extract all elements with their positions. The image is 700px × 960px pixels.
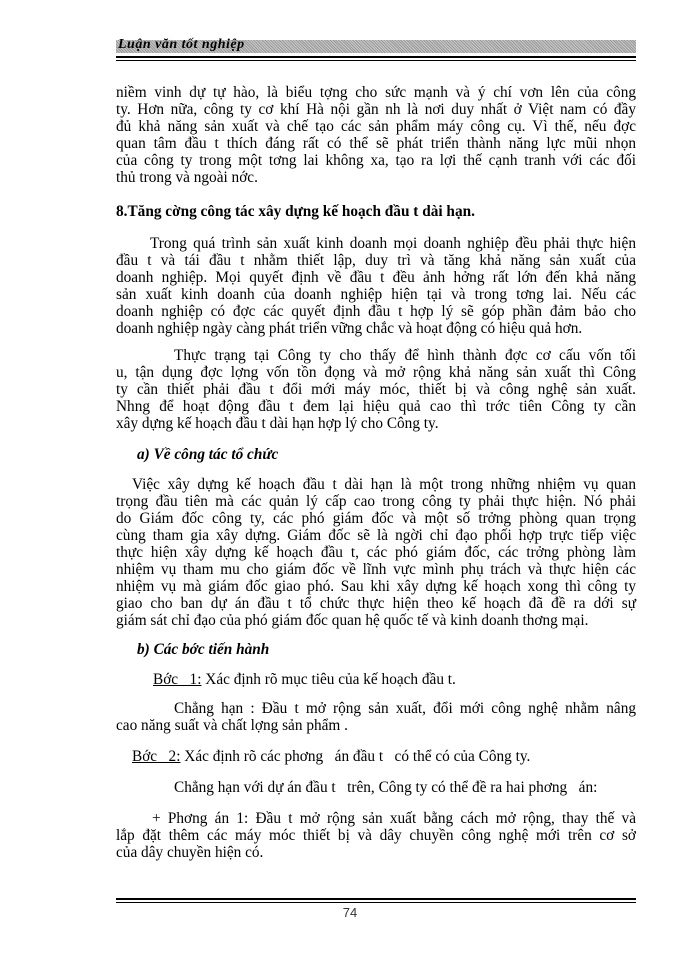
text-line: + Phơng án 1: Đầu t mở rộng sản xuất bằng cách mở rộng, thay thế và xyxy=(152,810,636,827)
text-line: của công ty trong một tơng lai không xa, tạo ra lợi thế cạnh tranh với các đối xyxy=(116,152,636,169)
running-header xyxy=(116,37,636,53)
step-2-label: Bớc 2: xyxy=(132,748,181,765)
text-line: lắp đặt thêm các máy móc thiết bị và dây chuyền công nghệ mới trên cơ sở xyxy=(116,827,636,844)
paragraph xyxy=(116,476,636,629)
text-line: u, tận dụng đợc lợng vốn tồn đọng và mở rộng khả năng sản xuất thì Công xyxy=(116,364,636,381)
text-line: sản xuất kinh doanh của doanh nghiệp hiện tại và trong tơng lai. Nếu các xyxy=(116,286,636,303)
text-line: do Giám đốc công ty, các phó giám đốc và một số trởng phòng quan trọng xyxy=(116,510,636,527)
paragraph xyxy=(116,700,636,734)
paragraph xyxy=(116,84,636,186)
footer-rule xyxy=(116,898,636,900)
text-line: đủ khả năng sản xuất và chế tạo các sản phẩm máy công cụ. Vì thế, nếu đợc xyxy=(116,118,636,135)
text-line: của dây chuyền hiện có. xyxy=(116,844,264,861)
step-2-text: Xác định rõ các phơng án đầu t có thể có của Công ty. xyxy=(180,748,531,765)
text-line: thủ trong và ngoài nớc. xyxy=(116,169,258,186)
header-rule-thin xyxy=(116,60,636,61)
subheading-a: a) Về công tác tổ chức xyxy=(137,446,279,463)
page-number: 74 xyxy=(342,905,358,920)
step-2 xyxy=(132,748,530,766)
text-line: Việc xây dựng kế hoạch đầu t dài hạn là một trong những nhiệm vụ quan xyxy=(132,476,636,493)
text-line: Nhng để hoạt động đầu t đem lại hiệu quả cao thì trớc tiên Công ty cần xyxy=(116,398,636,415)
text-line: đầu t và tái đầu t nhằm thiết lập, duy trì và tăng khả năng sản xuất của xyxy=(116,252,636,269)
text-line: doanh nghiệp ngày càng phát triển vững chắc và hoạt động có hiệu quả hơn. xyxy=(116,320,583,337)
text-line: giám sát chỉ đạo của phó giám đốc quan hệ quốc tế và kinh doanh thơng mại. xyxy=(116,612,589,629)
text-line: ty. Hơn nữa, công ty cơ khí Hà nội gần nh là nơi duy nhất ở Việt nam có đầy xyxy=(116,101,636,118)
paragraph xyxy=(116,810,636,861)
step-1-label: Bớc 1: xyxy=(153,671,202,688)
text-line: doanh nghiệp. Mọi quyết định về đầu t đều ảnh hởng rất lớn đến khả năng xyxy=(116,269,636,286)
header-rule xyxy=(116,56,636,58)
example-text: Chẳng hạn với dự án đầu t trên, Công ty có thể đề ra hai phơng án: xyxy=(174,779,598,796)
text-line: Thực trạng tại Công ty cho thấy để hình thành đợc cơ cấu vốn tối xyxy=(174,347,636,364)
text-line: Trong quá trình sản xuất kinh doanh mọi doanh nghiệp đều phải thực hiện xyxy=(150,235,636,252)
paragraph xyxy=(116,235,636,337)
header-title: Luận văn tốt nghiệp xyxy=(118,37,245,52)
text-line: thực hiện xây dựng kế hoạch đầu t, các phó giám đốc, các trởng phòng làm xyxy=(116,544,636,561)
text-line: niềm vinh dự tự hào, là biểu tợng cho sức mạnh và ý chí vơn lên của công xyxy=(116,84,636,101)
text-line: Chẳng hạn : Đầu t mở rộng sản xuất, đổi mới công nghệ nhằm nâng xyxy=(174,700,636,717)
text-line: cao năng suất và chất lợng sản phẩm . xyxy=(116,717,348,734)
text-line: giao cho ban dự án đầu t tổ chức thực hiện theo kế hoạch đã đề ra dới sự xyxy=(116,595,636,612)
text-line: ty cần thiết phải đầu t đổi mới máy móc, thiết bị và công nghệ sản xuất. xyxy=(116,381,636,398)
section-heading: 8.Tăng cờng công tác xây dựng kế hoạch đầu t dài hạn. xyxy=(116,203,475,220)
text-line: xây dựng kế hoạch đầu t dài hạn hợp lý cho Công ty. xyxy=(116,415,439,432)
subheading-b: b) Các bớc tiến hành xyxy=(137,641,270,658)
text-line: cùng tham gia xây dựng. Giám đốc sẽ là ngời chỉ đạo phối hợp trực tiếp việc xyxy=(116,527,636,544)
text-line: nhiệm vụ mà giám đốc giao phó. Sau khi xây dựng kế hoạch xong thì công ty xyxy=(116,578,636,595)
footer-rule-thin xyxy=(116,902,636,903)
text-line: doanh nghiệp có đợc các quyết định đầu t hợp lý sẽ góp phần đảm bảo cho xyxy=(116,303,636,320)
step-1 xyxy=(153,671,456,689)
paragraph xyxy=(116,347,636,432)
step-1-text: Xác định rõ mục tiêu của kế hoạch đầu t. xyxy=(201,671,456,688)
text-line: quan tâm đầu t thích đáng rất có thể sẽ phát triển thành năng lực mũi nhọn xyxy=(116,135,636,152)
text-line: trọng đầu tiên mà các quản lý cấp cao trong công ty phải thực hiện. Nó phải xyxy=(116,493,636,510)
text-line: nhiệm vụ tham mu cho giám đốc về lĩnh vực mình phụ trách và thực hiện các xyxy=(116,561,636,578)
